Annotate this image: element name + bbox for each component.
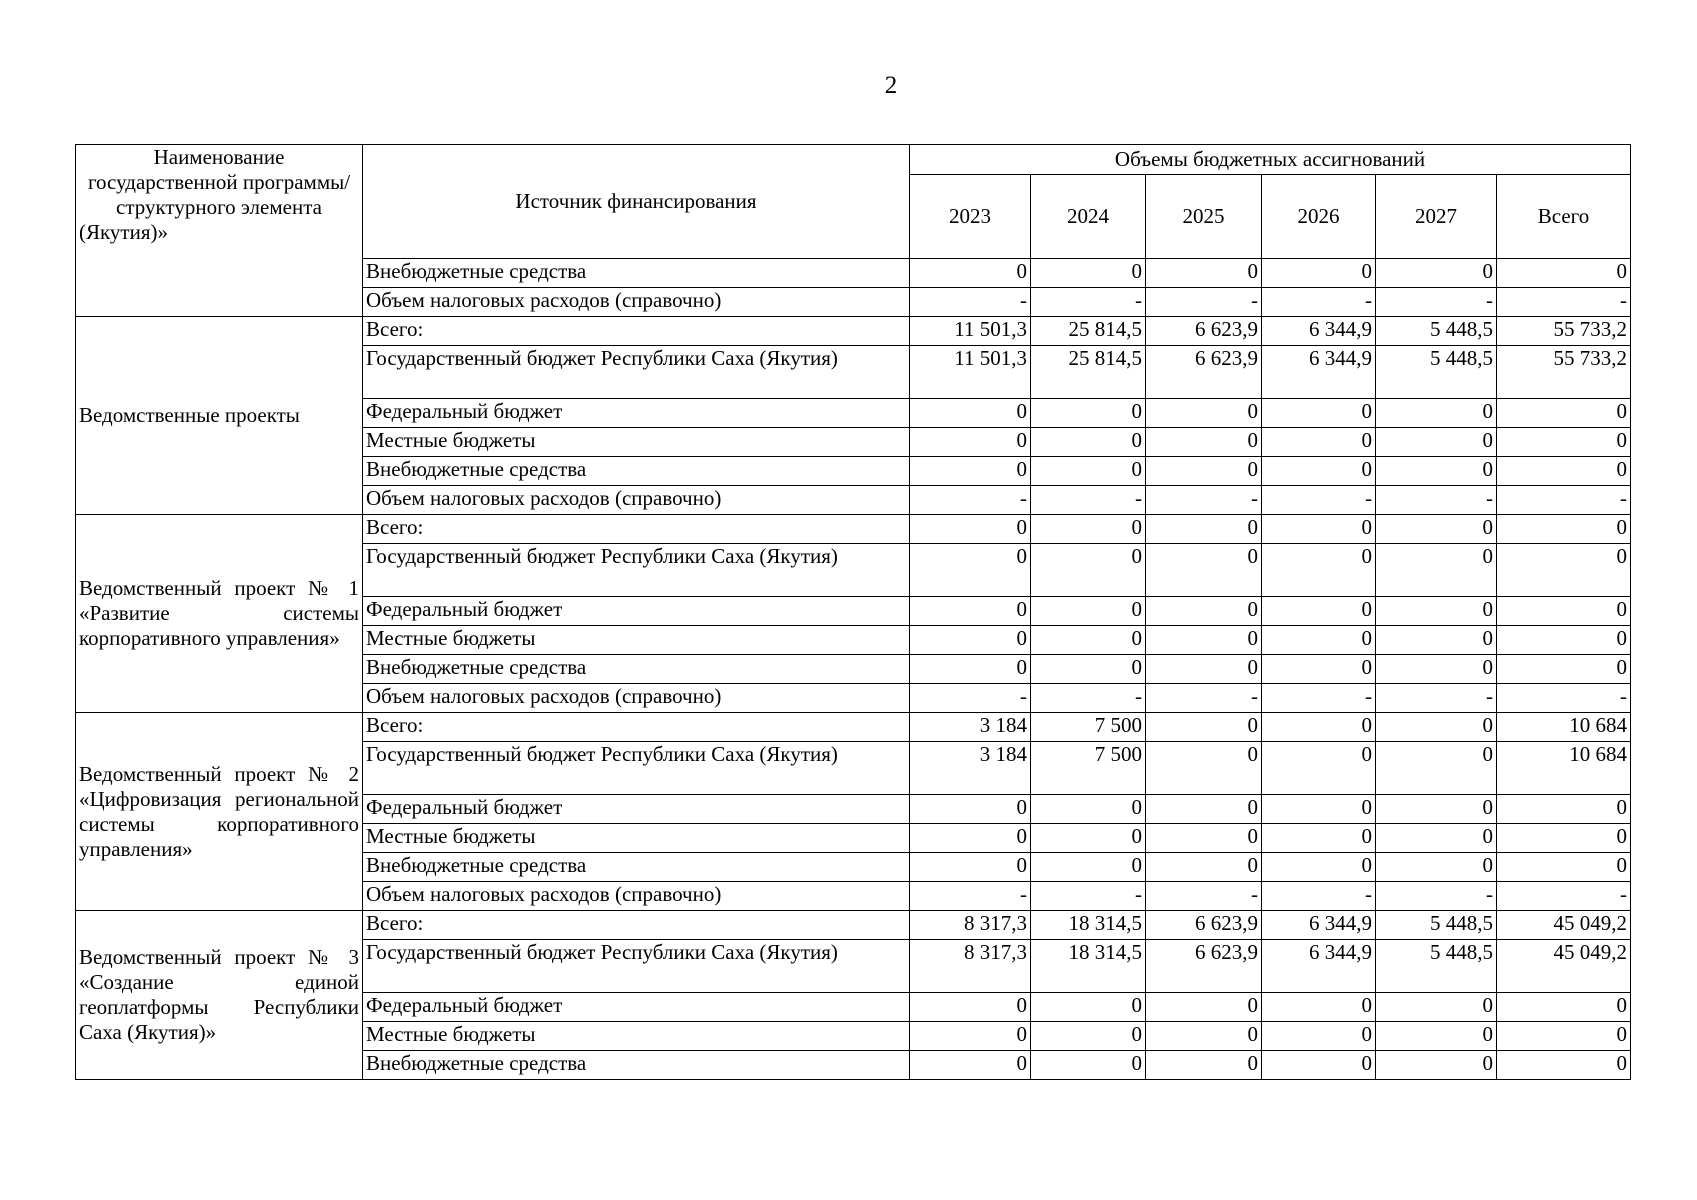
source-cell: Местные бюджеты	[363, 824, 910, 853]
value-cell: 6 623,9	[1146, 346, 1262, 399]
value-cell: 3 184	[910, 713, 1031, 742]
value-cell: 0	[1146, 399, 1262, 428]
value-cell: -	[1376, 684, 1497, 713]
value-cell: 55 733,2	[1497, 317, 1631, 346]
value-cell: 0	[910, 457, 1031, 486]
header-program-name: Наименование государственной программы/ структурного элемента (Якутия)»	[76, 145, 363, 259]
value-cell: 0	[1031, 824, 1146, 853]
value-cell: 0	[1146, 457, 1262, 486]
budget-table	[75, 144, 1631, 1080]
value-cell: -	[910, 684, 1031, 713]
value-cell: -	[1497, 882, 1631, 911]
value-cell: 18 314,5	[1031, 911, 1146, 940]
value-cell: 0	[1031, 457, 1146, 486]
value-cell: 0	[1146, 742, 1262, 795]
value-cell: 0	[1376, 713, 1497, 742]
value-cell: -	[1146, 882, 1262, 911]
value-cell: -	[1146, 288, 1262, 317]
value-cell: 0	[910, 428, 1031, 457]
value-cell: -	[1031, 684, 1146, 713]
value-cell: 0	[1146, 655, 1262, 684]
source-cell: Федеральный бюджет	[363, 597, 910, 626]
value-cell: -	[910, 486, 1031, 515]
value-cell: 6 623,9	[1146, 940, 1262, 993]
table-row	[76, 317, 1631, 346]
value-cell: 0	[1031, 626, 1146, 655]
source-cell: Государственный бюджет Республики Саха (Якутия)	[363, 742, 910, 795]
value-cell: -	[1262, 486, 1376, 515]
value-cell: 0	[910, 626, 1031, 655]
value-cell: 0	[1497, 259, 1631, 288]
value-cell: 0	[910, 515, 1031, 544]
value-cell: 0	[1146, 259, 1262, 288]
value-cell: 0	[1497, 515, 1631, 544]
value-cell: -	[1497, 486, 1631, 515]
value-cell: 0	[1376, 795, 1497, 824]
table-body	[76, 259, 1631, 1080]
value-cell: 8 317,3	[910, 940, 1031, 993]
value-cell: 0	[1497, 544, 1631, 597]
value-cell: 10 684	[1497, 713, 1631, 742]
value-cell: 0	[1376, 1051, 1497, 1080]
source-cell: Местные бюджеты	[363, 626, 910, 655]
value-cell: 0	[1262, 626, 1376, 655]
value-cell: 6 344,9	[1262, 346, 1376, 399]
value-cell: 0	[1497, 795, 1631, 824]
value-cell: 0	[910, 655, 1031, 684]
value-cell: 0	[910, 853, 1031, 882]
table-row	[76, 515, 1631, 544]
source-cell: Федеральный бюджет	[363, 993, 910, 1022]
value-cell: -	[910, 882, 1031, 911]
program-element-name: Ведомственный проект № 1 «Развитие системы корпоративного управления»	[76, 515, 363, 713]
program-element-name: Ведомственные проекты	[76, 317, 363, 515]
value-cell: -	[1497, 288, 1631, 317]
value-cell: 0	[1262, 428, 1376, 457]
value-cell: 0	[1376, 457, 1497, 486]
source-cell: Внебюджетные средства	[363, 259, 910, 288]
value-cell: 0	[1262, 1051, 1376, 1080]
value-cell: 0	[1262, 515, 1376, 544]
value-cell: 0	[1376, 993, 1497, 1022]
value-cell: 0	[910, 597, 1031, 626]
source-cell: Объем налоговых расходов (справочно)	[363, 288, 910, 317]
header-total: Всего	[1497, 175, 1631, 259]
value-cell: 6 623,9	[1146, 911, 1262, 940]
table-row	[76, 259, 1631, 288]
value-cell: 0	[1031, 1051, 1146, 1080]
value-cell: 5 448,5	[1376, 346, 1497, 399]
value-cell: 0	[1146, 626, 1262, 655]
value-cell: 0	[1146, 853, 1262, 882]
value-cell: 0	[1376, 824, 1497, 853]
value-cell: 6 623,9	[1146, 317, 1262, 346]
value-cell: -	[1497, 684, 1631, 713]
value-cell: 0	[1262, 795, 1376, 824]
value-cell: 0	[1031, 515, 1146, 544]
page-number: 2	[884, 72, 898, 99]
value-cell: 0	[1146, 993, 1262, 1022]
value-cell: 0	[1146, 1022, 1262, 1051]
value-cell: 0	[1376, 626, 1497, 655]
source-cell: Всего:	[363, 911, 910, 940]
value-cell: 8 317,3	[910, 911, 1031, 940]
value-cell: 0	[1376, 655, 1497, 684]
value-cell: 0	[910, 1051, 1031, 1080]
value-cell: -	[1262, 684, 1376, 713]
value-cell: 0	[910, 399, 1031, 428]
value-cell: 0	[1497, 853, 1631, 882]
value-cell: 0	[1031, 259, 1146, 288]
value-cell: -	[1376, 288, 1497, 317]
value-cell: -	[1146, 684, 1262, 713]
value-cell: 0	[1262, 457, 1376, 486]
value-cell: 0	[1146, 515, 1262, 544]
value-cell: 25 814,5	[1031, 346, 1146, 399]
value-cell: 0	[1031, 655, 1146, 684]
value-cell: 10 684	[1497, 742, 1631, 795]
header-year: 2027	[1376, 175, 1497, 259]
value-cell: 0	[1376, 742, 1497, 795]
header-year: 2026	[1262, 175, 1376, 259]
value-cell: 0	[1031, 544, 1146, 597]
value-cell: -	[1031, 288, 1146, 317]
continuation-name-tail: (Якутия)»	[79, 220, 168, 244]
value-cell: 0	[1031, 795, 1146, 824]
value-cell: 0	[1146, 824, 1262, 853]
value-cell: -	[1262, 882, 1376, 911]
value-cell: 0	[1376, 515, 1497, 544]
value-cell: 0	[1262, 713, 1376, 742]
value-cell: 0	[1497, 1051, 1631, 1080]
value-cell: 0	[1262, 824, 1376, 853]
source-cell: Внебюджетные средства	[363, 853, 910, 882]
source-cell: Федеральный бюджет	[363, 795, 910, 824]
source-cell: Местные бюджеты	[363, 428, 910, 457]
value-cell: 0	[910, 544, 1031, 597]
source-cell: Всего:	[363, 317, 910, 346]
value-cell: 0	[1031, 597, 1146, 626]
value-cell: 18 314,5	[1031, 940, 1146, 993]
source-cell: Федеральный бюджет	[363, 399, 910, 428]
value-cell: 25 814,5	[1031, 317, 1146, 346]
value-cell: 0	[1376, 428, 1497, 457]
value-cell: 0	[1262, 259, 1376, 288]
value-cell: 6 344,9	[1262, 911, 1376, 940]
source-cell: Внебюджетные средства	[363, 457, 910, 486]
value-cell: 0	[1031, 993, 1146, 1022]
value-cell: 45 049,2	[1497, 940, 1631, 993]
value-cell: 0	[1031, 428, 1146, 457]
value-cell: 0	[1262, 544, 1376, 597]
program-element-name: Ведомственный проект № 3 «Создание единой геоплатформы Республики Саха (Якутия)»	[76, 911, 363, 1080]
value-cell: -	[910, 288, 1031, 317]
value-cell: 0	[1031, 399, 1146, 428]
value-cell: -	[1376, 882, 1497, 911]
table-header	[76, 145, 1631, 259]
value-cell: 5 448,5	[1376, 911, 1497, 940]
value-cell: 0	[1376, 544, 1497, 597]
value-cell: 0	[1262, 655, 1376, 684]
value-cell: 0	[1031, 1022, 1146, 1051]
program-element-name: Ведомственный проект № 2 «Цифровизация региональной системы корпоративного управления»	[76, 713, 363, 911]
value-cell: 11 501,3	[910, 317, 1031, 346]
value-cell: 0	[1146, 428, 1262, 457]
value-cell: 0	[1146, 597, 1262, 626]
value-cell: 0	[1376, 853, 1497, 882]
value-cell: 0	[1497, 457, 1631, 486]
value-cell: 0	[1262, 1022, 1376, 1051]
header-volumes: Объемы бюджетных ассигнований	[910, 145, 1631, 175]
value-cell: 0	[1262, 597, 1376, 626]
value-cell: 0	[910, 824, 1031, 853]
value-cell: 0	[1031, 853, 1146, 882]
source-cell: Внебюджетные средства	[363, 655, 910, 684]
value-cell: 0	[1262, 993, 1376, 1022]
value-cell: -	[1031, 486, 1146, 515]
value-cell: 0	[1497, 1022, 1631, 1051]
header-year: 2023	[910, 175, 1031, 259]
value-cell: 0	[1146, 795, 1262, 824]
value-cell: 0	[1146, 713, 1262, 742]
value-cell: 5 448,5	[1376, 940, 1497, 993]
source-cell: Объем налоговых расходов (справочно)	[363, 486, 910, 515]
value-cell: 0	[1262, 853, 1376, 882]
source-cell: Государственный бюджет Республики Саха (Якутия)	[363, 346, 910, 399]
value-cell: 0	[1497, 655, 1631, 684]
value-cell: -	[1031, 882, 1146, 911]
source-cell: Государственный бюджет Республики Саха (Якутия)	[363, 940, 910, 993]
value-cell: 0	[910, 795, 1031, 824]
source-cell: Объем налоговых расходов (справочно)	[363, 882, 910, 911]
value-cell: 0	[910, 1022, 1031, 1051]
value-cell: 0	[1497, 597, 1631, 626]
value-cell: 0	[1146, 1051, 1262, 1080]
source-cell: Всего:	[363, 515, 910, 544]
value-cell: 0	[1146, 544, 1262, 597]
value-cell: 7 500	[1031, 742, 1146, 795]
value-cell: 3 184	[910, 742, 1031, 795]
value-cell: 0	[1262, 399, 1376, 428]
value-cell: 0	[910, 259, 1031, 288]
value-cell: 0	[1376, 1022, 1497, 1051]
header-year: 2025	[1146, 175, 1262, 259]
value-cell: 0	[1497, 626, 1631, 655]
value-cell: 6 344,9	[1262, 940, 1376, 993]
source-cell: Объем налоговых расходов (справочно)	[363, 684, 910, 713]
value-cell: 0	[1262, 742, 1376, 795]
source-cell: Местные бюджеты	[363, 1022, 910, 1051]
header-source: Источник финансирования	[363, 145, 910, 259]
continuation-name-cell	[76, 259, 363, 317]
value-cell: 5 448,5	[1376, 317, 1497, 346]
value-cell: 7 500	[1031, 713, 1146, 742]
source-cell: Внебюджетные средства	[363, 1051, 910, 1080]
value-cell: 0	[1376, 259, 1497, 288]
source-cell: Всего:	[363, 713, 910, 742]
value-cell: 0	[1497, 399, 1631, 428]
table-row	[76, 713, 1631, 742]
header-year: 2024	[1031, 175, 1146, 259]
value-cell: 45 049,2	[1497, 911, 1631, 940]
value-cell: 0	[1376, 399, 1497, 428]
value-cell: -	[1262, 288, 1376, 317]
value-cell: 0	[1497, 428, 1631, 457]
source-cell: Государственный бюджет Республики Саха (Якутия)	[363, 544, 910, 597]
value-cell: 6 344,9	[1262, 317, 1376, 346]
value-cell: -	[1146, 486, 1262, 515]
value-cell: 55 733,2	[1497, 346, 1631, 399]
table-row	[76, 911, 1631, 940]
value-cell: 0	[910, 993, 1031, 1022]
value-cell: 0	[1497, 824, 1631, 853]
value-cell: 0	[1376, 597, 1497, 626]
value-cell: 11 501,3	[910, 346, 1031, 399]
value-cell: -	[1376, 486, 1497, 515]
value-cell: 0	[1497, 993, 1631, 1022]
